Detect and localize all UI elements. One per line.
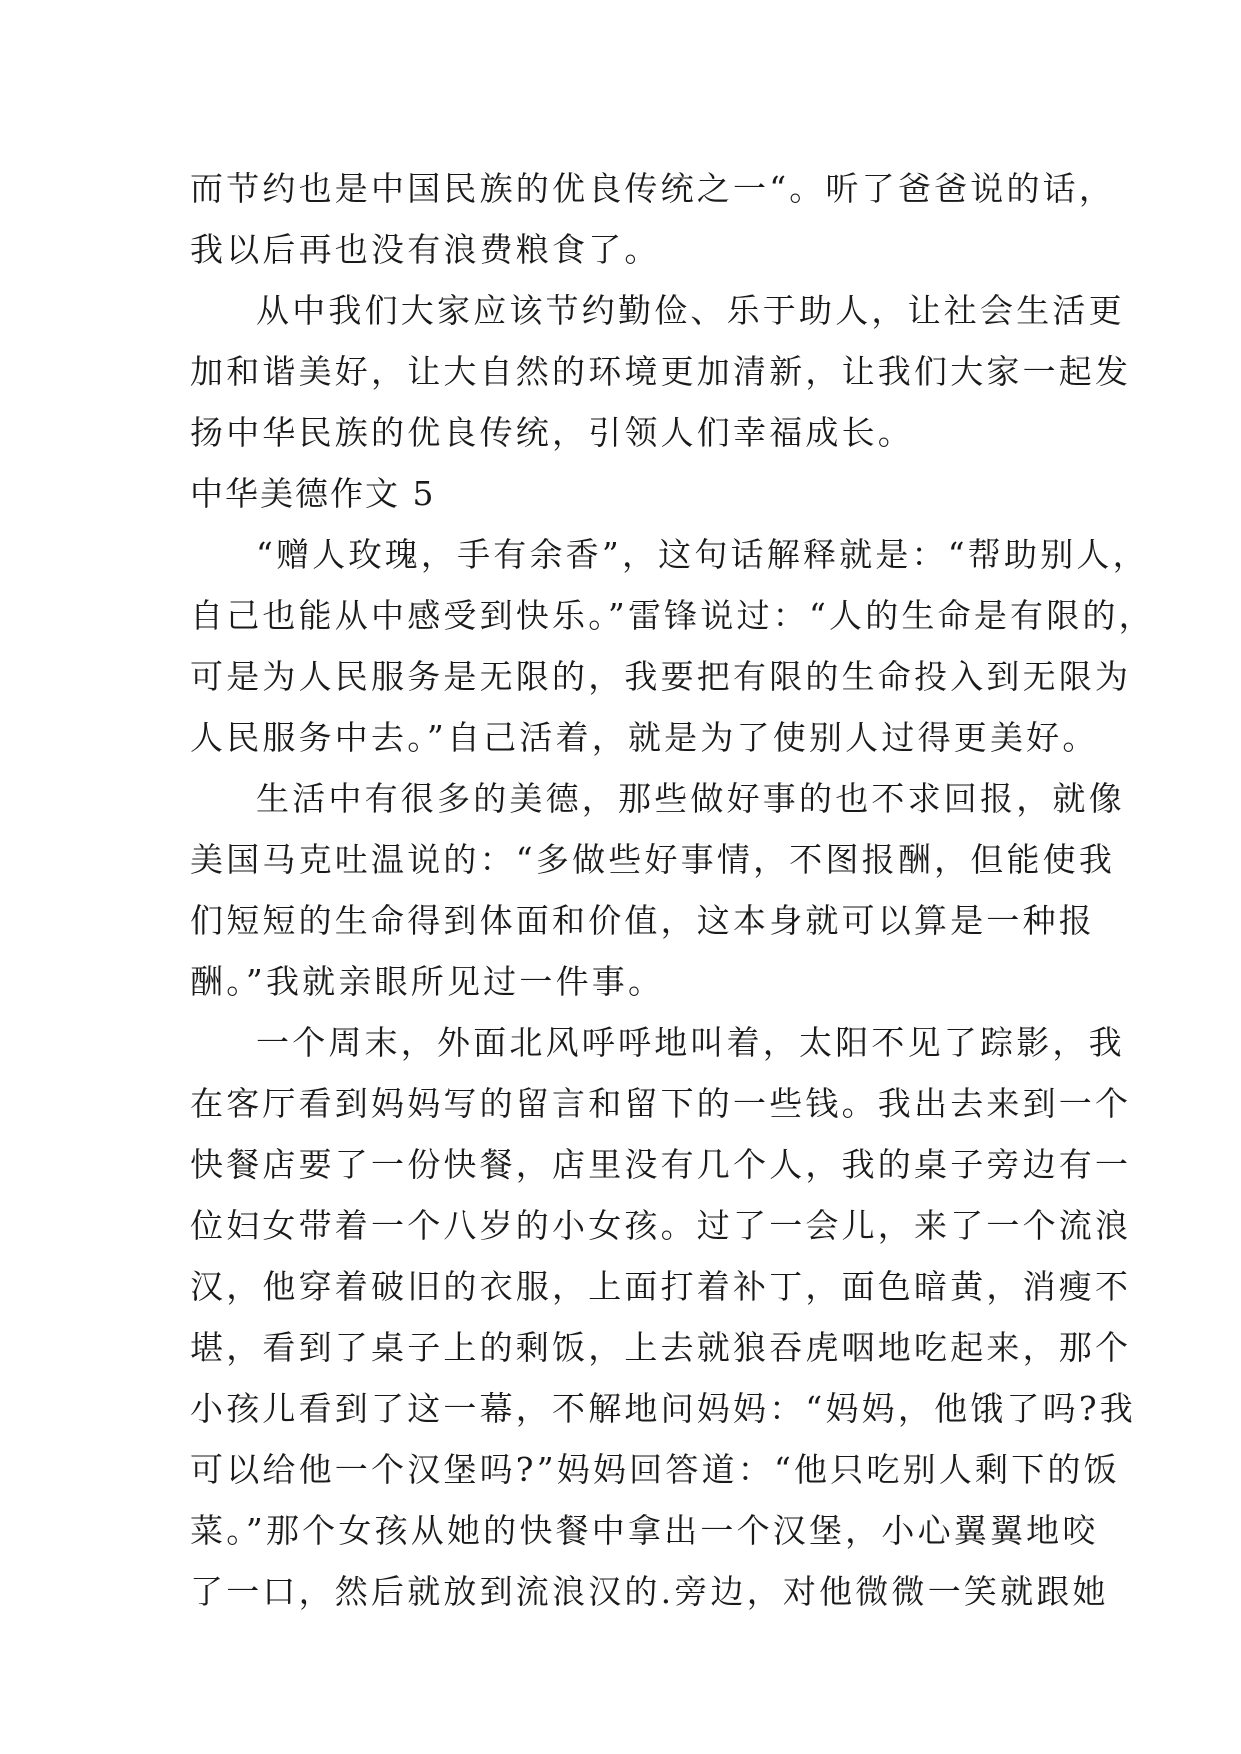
text-line: 扬中华民族的优良传统，引领人们幸福成长。 [190, 413, 914, 452]
paragraph-start-line: “赠人玫瑰，手有余香”，这句话解释就是：“帮助别人， [256, 535, 1149, 574]
essay-text [190, 158, 1155, 1622]
text-line: 堪，看到了桌子上的剩饭，上去就狼吞虎咽地吃起来，那个 [190, 1328, 1132, 1367]
text-line: 美国马克吐温说的：“多做些好事情，不图报酬，但能使我 [190, 840, 1116, 879]
text-line: 在客厅看到妈妈写的留言和留下的一些钱。我出去来到一个 [190, 1084, 1132, 1123]
text-line: 位妇女带着一个八岁的小女孩。过了一会儿，来了一个流浪 [190, 1206, 1132, 1245]
paragraph-start-line: 一个周末，外面北风呼呼地叫着，太阳不见了踪影，我 [256, 1023, 1125, 1062]
text-line: 们短短的生命得到体面和价值，这本身就可以算是一种报 [190, 901, 1095, 940]
text-line: 可是为人民服务是无限的，我要把有限的生命投入到无限为 [190, 657, 1132, 696]
text-line: 自己也能从中感受到快乐。”雷锋说过：“人的生命是有限的， [190, 596, 1155, 635]
text-line: 汉，他穿着破旧的衣服，上面打着补丁，面色暗黄，消瘦不 [190, 1267, 1132, 1306]
text-line: 而节约也是中国民族的优良传统之一“。听了爸爸说的话， [190, 169, 1116, 208]
text-line: 人民服务中去。”自己活着，就是为了使别人过得更美好。 [190, 718, 1099, 757]
paragraph-start-line: 生活中有很多的美德，那些做好事的也不求回报，就像 [256, 779, 1125, 818]
section-heading: 中华美德作文 5 [190, 474, 436, 513]
text-line: 酬。”我就亲眼所见过一件事。 [190, 962, 665, 1001]
paragraph-start-line: 从中我们大家应该节约勤俭、乐于助人，让社会生活更 [256, 291, 1125, 330]
text-line: 加和谐美好，让大自然的环境更加清新，让我们大家一起发 [190, 352, 1132, 391]
text-line: 菜。”那个女孩从她的快餐中拿出一个汉堡，小心翼翼地咬 [190, 1511, 1099, 1550]
text-line: 我以后再也没有浪费粮食了。 [190, 230, 661, 269]
text-line: 快餐店要了一份快餐，店里没有几个人，我的桌子旁边有一 [190, 1145, 1132, 1184]
text-line: 小孩儿看到了这一幕，不解地问妈妈：“妈妈，他饿了吗?我 [190, 1389, 1136, 1428]
text-line: 了一口，然后就放到流浪汉的.旁边，对他微微一笑就跟她 [190, 1572, 1109, 1611]
text-line: 可以给他一个汉堡吗?”妈妈回答道：“他只吃别人剩下的饭 [190, 1450, 1120, 1489]
